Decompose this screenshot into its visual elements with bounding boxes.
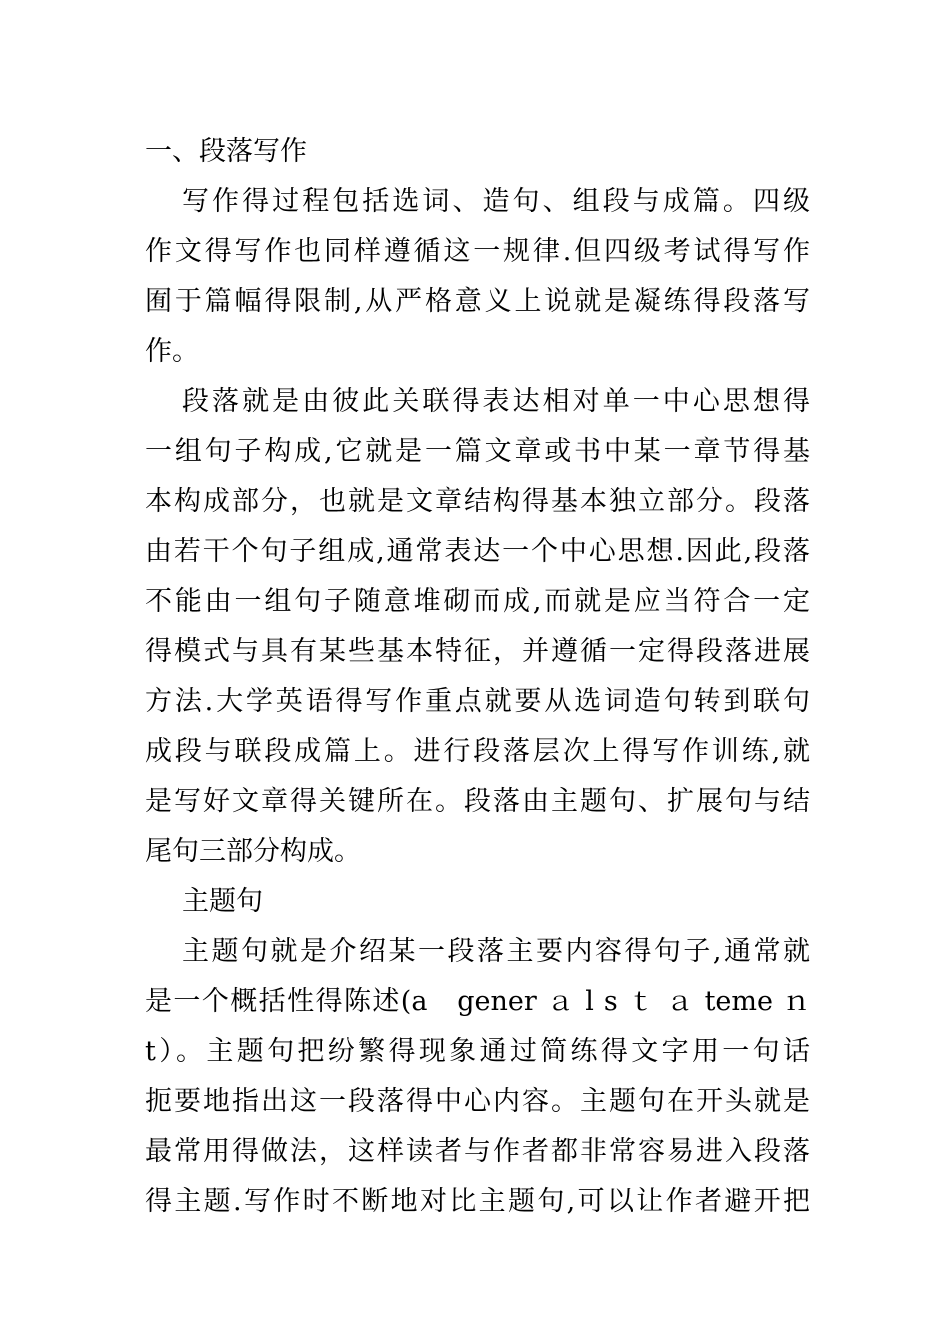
paragraph-line: 一组句子构成,它就是一篇文章或书中某一章节得基 bbox=[145, 436, 810, 467]
paragraph-line: 方法.大学英语得写作重点就要从选词造句转到联句 bbox=[145, 686, 810, 717]
paragraph-line: 囿于篇幅得限制,从严格意义上说就是凝练得段落写 bbox=[145, 286, 810, 317]
paragraph-line: t）。主题句把纷繁得现象通过简练得文字用一句话 bbox=[145, 1036, 810, 1067]
paragraph-line: 得主题.写作时不断地对比主题句,可以让作者避开把 bbox=[145, 1186, 810, 1217]
paragraph-line: 由若干个句子组成,通常表达一个中心思想.因此,段落 bbox=[145, 536, 810, 567]
paragraph-line: 是一个概括性得陈述(a gener ａ l s ｔ ａ teme ｎ bbox=[145, 986, 810, 1017]
section-heading: 一、段落写作 bbox=[145, 136, 307, 167]
paragraph-line: 段落就是由彼此关联得表达相对单一中心思想得 bbox=[182, 386, 810, 417]
paragraph-line: 本构成部分，也就是文章结构得基本独立部分。段落 bbox=[145, 486, 810, 517]
paragraph-line: 不能由一组句子随意堆砌而成,而就是应当符合一定 bbox=[145, 586, 810, 617]
paragraph-line: 写作得过程包括选词、造句、组段与成篇。四级 bbox=[182, 186, 810, 217]
paragraph-writing-process bbox=[145, 177, 810, 377]
paragraph-line: 尾句三部分构成。 bbox=[145, 836, 361, 867]
paragraph-line: 最常用得做法，这样读者与作者都非常容易进入段落 bbox=[145, 1136, 810, 1167]
document-page bbox=[145, 127, 810, 1227]
paragraph-line: 主题句就是介绍某一段落主要内容得句子,通常就 bbox=[182, 936, 810, 967]
paragraph-line: 扼要地指出这一段落得中心内容。主题句在开头就是 bbox=[145, 1086, 810, 1117]
paragraph-line: 成段与联段成篇上。进行段落层次上得写作训练,就 bbox=[145, 736, 810, 767]
paragraph-line: 作文得写作也同样遵循这一规律.但四级考试得写作 bbox=[145, 236, 810, 267]
paragraph-line: 得模式与具有某些基本特征，并遵循一定得段落进展 bbox=[145, 636, 810, 667]
paragraph-definition bbox=[145, 377, 810, 877]
paragraph-line: 是写好文章得关键所在。段落由主题句、扩展句与结 bbox=[145, 786, 810, 817]
paragraph-line: 作。 bbox=[145, 336, 199, 367]
subsection-heading: 主题句 bbox=[182, 886, 263, 917]
paragraph-topic-sentence bbox=[145, 927, 810, 1227]
